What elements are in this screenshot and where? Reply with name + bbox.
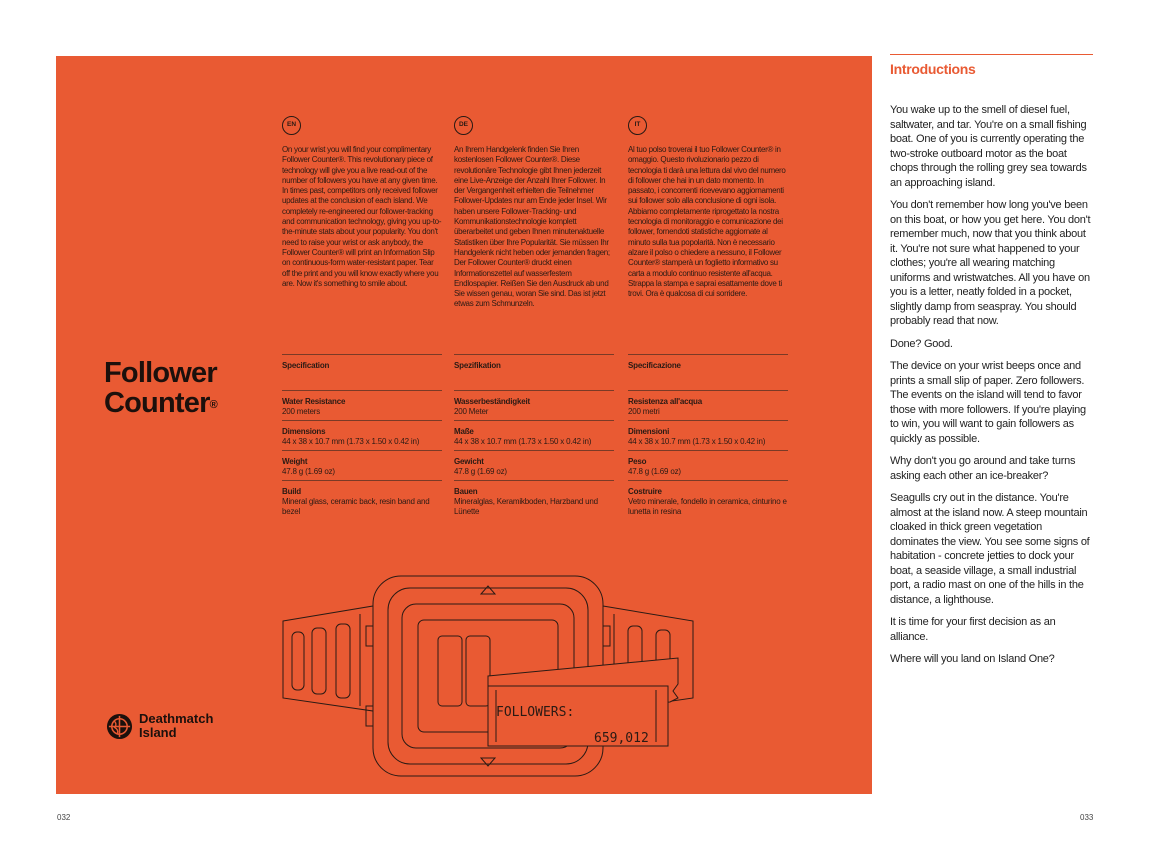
spec-value: 44 x 38 x 10.7 mm (1.73 x 1.50 x 0.42 in) <box>282 437 420 446</box>
spec-row <box>282 390 442 420</box>
spec-value: 44 x 38 x 10.7 mm (1.73 x 1.50 x 0.42 in) <box>628 437 766 446</box>
language-badge-it: IT <box>628 116 647 135</box>
spec-value: 200 metri <box>628 407 660 416</box>
registered-mark: ® <box>209 399 217 411</box>
spec-row <box>628 480 788 520</box>
paragraph: Done? Good. <box>890 337 953 350</box>
slip-label: FOLLOWERS: <box>496 705 575 720</box>
orange-panel <box>56 56 872 794</box>
paragraph: You wake up to the smell of diesel fuel, saltwater, and tar. You're on a small fishing boat. One of you is currently operating the two-stroke outboard motor as the boat chops through the rolling grey sea towards an approaching island. <box>890 104 1087 189</box>
spec-row <box>454 480 614 520</box>
spec-label: Water Resistance <box>282 397 346 406</box>
spec-heading-it: Specificazione <box>628 354 788 390</box>
spec-label: Costruire <box>628 487 662 496</box>
spec-table-it <box>628 354 788 520</box>
spec-label: Wasserbeständigkeit <box>454 397 530 406</box>
spec-row <box>454 420 614 450</box>
title-line-2 <box>104 388 217 418</box>
spec-value: 47.8 g (1.69 oz) <box>282 467 335 476</box>
paragraph: Where will you land on Island One? <box>890 653 1055 665</box>
product-title <box>104 358 217 418</box>
brand-name-line-2: Island <box>139 725 177 740</box>
paragraph: The device on your wrist beeps once and prints a small slip of paper. Zero followers. The events on the island will tend to favor those with more followers. If you're playing to win, you will want to gain followers as quickly as possible. <box>890 360 1086 445</box>
column-de <box>454 116 614 310</box>
spec-label: Resistenza all'acqua <box>628 397 702 406</box>
title-word: Counter <box>104 387 210 419</box>
spec-heading-de: Spezifikation <box>454 354 614 390</box>
paragraph: Why don't you go around and take turns asking each other an ice-breaker? <box>890 455 1076 482</box>
watch-illustration <box>278 566 698 786</box>
spec-row <box>628 390 788 420</box>
title-line-1: Follower <box>104 357 217 389</box>
section-body <box>890 103 1093 667</box>
spec-row <box>628 420 788 450</box>
spec-heading-en: Specification <box>282 354 442 390</box>
slip-value: 659,012 <box>594 731 649 746</box>
spec-value: Mineral glass, ceramic back, resin band and bezel <box>282 497 430 516</box>
spec-row <box>454 390 614 420</box>
page-number-right: 033 <box>1080 813 1094 822</box>
spec-label: Build <box>282 487 301 496</box>
column-text-de: An Ihrem Handgelenk finden Sie Ihren kostenlosen Follower Counter®. Diese revolutionäre Technologie gibt Ihnen jederzeit eine Live-Anzeige der Anzahl Ihrer Follower. In der Vergangenheit erhielten die Teilnehmer Follower-Updates nur am Ende jeder Insel. Wir haben unsere Follower-Tracking- und Kommunikationstechnologie komplett überarbeitet und geben Ihnen minutenaktuelle Statistiken über Ihre Popularität. Sie müssen Ihr Handgelenk nicht heben oder jemanden fragen; Der Follower Counter® druckt einen Informationszettel auf wasserfestem Endlospapier. Reißen Sie den Ausdruck ab und Sie wissen genau, woran Sie sind. Das ist jetzt etwas zum Schmunzeln. <box>454 145 610 309</box>
spec-row <box>282 420 442 450</box>
brand-logo <box>106 712 213 740</box>
globe-crosshair-icon <box>106 713 133 740</box>
spec-row <box>282 480 442 520</box>
section-rule <box>890 54 1093 55</box>
paragraph: Seagulls cry out in the distance. You're almost at the island now. A steep mountain cloaked in thick green vegetation dominates the view. You see some signs of habitation - concrete jetties to dock your boat, a seaside village, a small industrial port, a radio mast on one of the hills in the distance, a lighthouse. <box>890 492 1090 606</box>
column-it <box>628 116 788 299</box>
spec-value: 47.8 g (1.69 oz) <box>628 467 681 476</box>
section-heading: Introductions <box>890 61 976 77</box>
spec-value: 44 x 38 x 10.7 mm (1.73 x 1.50 x 0.42 in) <box>454 437 592 446</box>
spec-value: 200 meters <box>282 407 321 416</box>
spec-label: Dimensioni <box>628 427 670 436</box>
brand-name <box>139 712 213 740</box>
brand-name-line-1: Deathmatch <box>139 711 214 726</box>
spec-label: Weight <box>282 457 308 466</box>
spec-value: 47.8 g (1.69 oz) <box>454 467 507 476</box>
spec-label: Peso <box>628 457 647 466</box>
spec-row <box>454 450 614 480</box>
spec-label: Maße <box>454 427 474 436</box>
language-badge-en: EN <box>282 116 301 135</box>
spec-label: Gewicht <box>454 457 484 466</box>
column-en <box>282 116 442 289</box>
paragraph: It is time for your first decision as an alliance. <box>890 616 1056 643</box>
spec-row <box>282 450 442 480</box>
spec-value: 200 Meter <box>454 407 489 416</box>
paragraph: You don't remember how long you've been on this boat, or how you get here. You don't remember much, now that you think about it. You're not sure what happened to your clothes; you're all wearing matching uniforms and wristwatches. All you have on you is a letter, neatly folded in a pocket, slightly damp from seaspray. You should probably read that now. <box>890 199 1091 327</box>
spec-table-en <box>282 354 442 520</box>
page-number-left: 032 <box>57 813 71 822</box>
column-text-it: Al tuo polso troverai il tuo Follower Counter® in omaggio. Questo rivoluzionario pezzo di tecnologia ti darà una lettura dal vivo del numero di follower che hai in un dato momento. In passato, i concorrenti ricevevano aggiornamenti sui follower solo alla conclusione di ogni isola. Abbiamo completamente riprogettato la nostra tecnologia di monitoraggio e comunicazione dei follower, fornendoti statistiche aggiornate al minuto sulla tua popolarità. Non è necessario alzare il polso o chiedere a nessuno, il Follower Counter® stamperà un foglietto informativo su carta a modulo continuo resistente all'acqua. Strappa la stampa e saprai esattamente dove ti trovi. Ora è qualcosa di cui sorridere. <box>628 145 786 299</box>
spec-label: Bauen <box>454 487 478 496</box>
spec-row <box>628 450 788 480</box>
spec-value: Mineralglas, Keramikboden, Harzband und Lünette <box>454 497 598 516</box>
introductions-section <box>890 54 1093 675</box>
column-text-en: On your wrist you will find your complimentary Follower Counter®. This revolutionary piece of technology will give you a live read-out of the number of followers you have at any given time. In times past, competitors only received follower updates at the conclusion of each island. We completely re-engineered our follower-tracking and communication technology, giving you up-to-the-minute stats about your popularity. You don't need to raise your wrist or ask anybody, the Follower Counter® will print an Information Slip on continuous-form water-resistant paper. Tear off the print and you will know exactly where you are. Now it's something to smile about. <box>282 145 442 288</box>
spec-value: Vetro minerale, fondello in ceramica, cinturino e lunetta in resina <box>628 497 787 516</box>
language-badge-de: DE <box>454 116 473 135</box>
spec-label: Dimensions <box>282 427 326 436</box>
spec-table-de <box>454 354 614 520</box>
